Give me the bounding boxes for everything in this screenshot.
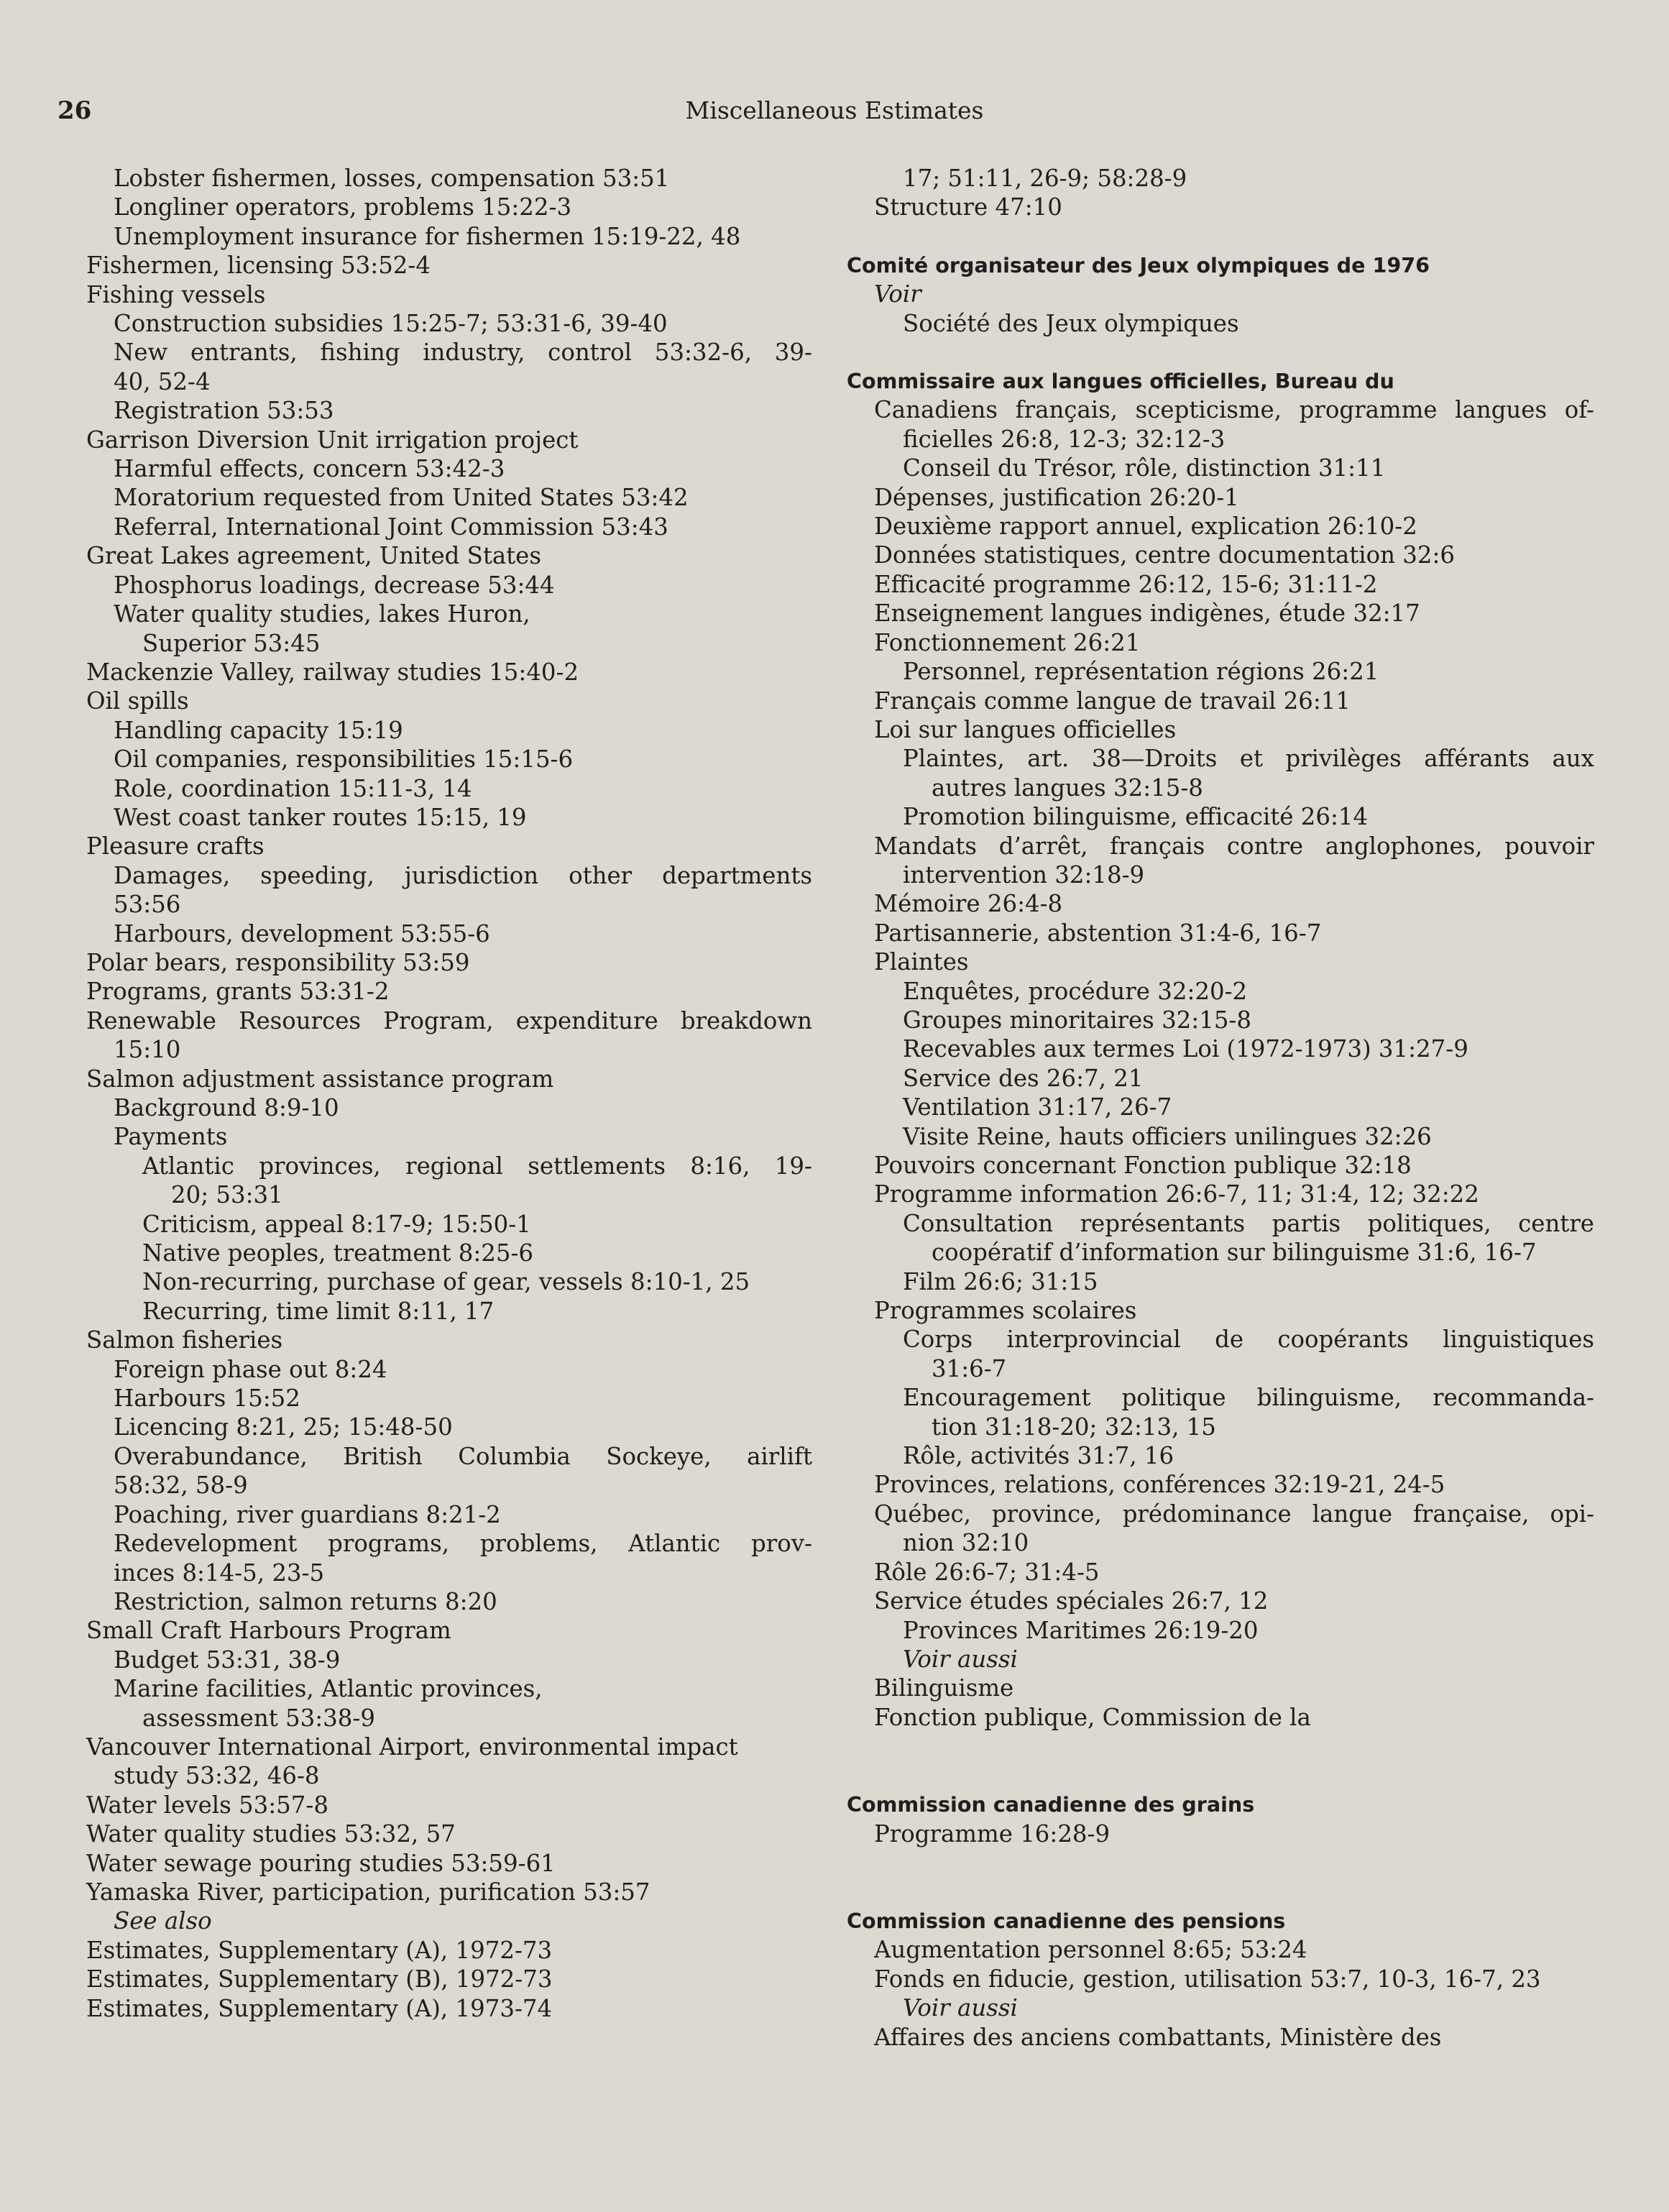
index-entry: 40, 52-4 bbox=[114, 367, 211, 395]
index-entry: Estimates, Supplementary (B), 1972-73 bbox=[86, 1965, 553, 1993]
index-entry: Budget 53:31, 38-9 bbox=[114, 1646, 341, 1674]
index-entry: Voir aussi bbox=[903, 1645, 1018, 1673]
index-entry: Restriction, salmon returns 8:20 bbox=[114, 1587, 497, 1615]
index-entry: Dépenses, justification 26:20-1 bbox=[874, 483, 1239, 511]
index-entry: Role, coordination 15:11-3, 14 bbox=[114, 774, 472, 802]
index-entry: Corps interprovincial de coopérants linguistiques bbox=[903, 1326, 1594, 1354]
index-entry: Oil spills bbox=[86, 687, 189, 715]
index-entry: Loi sur langues officielles bbox=[874, 715, 1177, 743]
index-entry: Conseil du Trésor, rôle, distinction 31:11 bbox=[903, 454, 1386, 482]
index-entry: Water quality studies, lakes Huron, bbox=[114, 600, 530, 628]
index-entry: Longliner operators, problems 15:22-3 bbox=[114, 193, 572, 221]
index-entry: Pleasure crafts bbox=[86, 832, 265, 861]
index-entry: Non-recurring, purchase of gear, vessels 8:10-1, 25 bbox=[142, 1268, 750, 1296]
index-entry: ficielles 26:8, 12-3; 32:12-3 bbox=[903, 425, 1226, 453]
index-entry: Overabundance, British Columbia Sockeye, airlift bbox=[114, 1442, 812, 1470]
index-entry: Water sewage pouring studies 53:59-61 bbox=[86, 1849, 556, 1877]
index-entry: Programme 16:28-9 bbox=[874, 1819, 1111, 1848]
index-entry: study 53:32, 46-8 bbox=[114, 1762, 320, 1790]
index-entry: Programmes scolaires bbox=[874, 1297, 1137, 1325]
index-entry: Great Lakes agreement, United States bbox=[86, 542, 541, 570]
index-entry: Québec, province, prédominance langue française, opi- bbox=[874, 1500, 1594, 1528]
index-entry: Small Craft Harbours Program bbox=[86, 1617, 451, 1645]
index-entry: Polar bears, responsibility 53:59 bbox=[86, 948, 470, 976]
index-entry: Moratorium requested from United States 53:42 bbox=[114, 484, 689, 512]
index-entry: See also bbox=[114, 1907, 212, 1935]
index-entry: Construction subsidies 15:25-7; 53:31-6, 39-40 bbox=[114, 310, 668, 338]
index-entry: Canadiens français, scepticisme, programme langues of- bbox=[874, 396, 1594, 424]
left-column bbox=[86, 164, 812, 2023]
index-entry: Oil companies, responsibilities 15:15-6 bbox=[114, 745, 574, 774]
section-spacer bbox=[847, 338, 1594, 367]
index-entry: Salmon fisheries bbox=[86, 1326, 283, 1354]
index-entry: Unemployment insurance for fishermen 15:19-22, 48 bbox=[114, 222, 741, 250]
index-heading: Comité organisateur des Jeux olympiques de 1976 bbox=[847, 252, 1430, 277]
index-entry: Estimates, Supplementary (A), 1973-74 bbox=[86, 1994, 553, 2022]
index-entry: Recevables aux termes Loi (1972-1973) 31:27-9 bbox=[903, 1035, 1468, 1063]
index-entry: Mackenzie Valley, railway studies 15:40-2 bbox=[86, 658, 579, 686]
section-spacer bbox=[847, 1848, 1594, 1906]
index-entry: Superior 53:45 bbox=[142, 629, 321, 657]
index-entry: 58:32, 58-9 bbox=[114, 1472, 248, 1500]
index-entry: assessment 53:38-9 bbox=[142, 1704, 375, 1732]
index-entry: Enquêtes, procédure 32:20-2 bbox=[903, 977, 1248, 1005]
index-entry: Fonds en fiducie, gestion, utilisation 53:7, 10-3, 16-7, 23 bbox=[874, 1965, 1541, 1993]
index-entry: Structure 47:10 bbox=[874, 193, 1062, 221]
index-entry: nion 32:10 bbox=[903, 1529, 1029, 1557]
index-entry: Harbours, development 53:55-6 bbox=[114, 919, 490, 947]
index-entry: Background 8:9-10 bbox=[114, 1094, 339, 1121]
index-entry: Affaires des anciens combattants, Ministère des bbox=[874, 2023, 1442, 2051]
index-entry: Recurring, time limit 8:11, 17 bbox=[142, 1297, 495, 1325]
page-number: 26 bbox=[58, 96, 92, 125]
index-entry: Referral, International Joint Commission 53:43 bbox=[114, 513, 668, 541]
index-entry: tion 31:18-20; 32:13, 15 bbox=[932, 1413, 1216, 1441]
index-entry: Garrison Diversion Unit irrigation project bbox=[86, 426, 579, 454]
index-heading: Commission canadienne des grains bbox=[847, 1792, 1255, 1817]
index-heading: Commission canadienne des pensions bbox=[847, 1908, 1286, 1933]
index-entry: Personnel, représentation régions 26:21 bbox=[903, 658, 1379, 686]
index-entry: Criticism, appeal 8:17-9; 15:50-1 bbox=[142, 1210, 531, 1238]
index-entry: Fonction publique, Commission de la bbox=[874, 1703, 1311, 1731]
index-entry: Promotion bilinguisme, efficacité 26:14 bbox=[903, 803, 1369, 831]
index-entry: Rôle, activités 31:7, 16 bbox=[903, 1442, 1174, 1470]
index-entry: Données statistiques, centre documentation 32:6 bbox=[874, 541, 1455, 569]
index-entry: autres langues 32:15-8 bbox=[932, 774, 1203, 802]
index-entry: Redevelopment programs, problems, Atlantic prov- bbox=[114, 1530, 812, 1558]
index-entry: Plaintes, art. 38—Droits et privilèges afférants aux bbox=[903, 745, 1594, 773]
index-entry: Deuxième rapport annuel, explication 26:10-2 bbox=[874, 513, 1417, 541]
index-entry: Programs, grants 53:31-2 bbox=[86, 978, 390, 1006]
index-entry: Vancouver International Airport, environmental impact bbox=[86, 1733, 738, 1761]
index-heading: Commissaire aux langues officielles, Bureau du bbox=[847, 369, 1394, 394]
running-title: Miscellaneous Estimates bbox=[685, 96, 984, 124]
index-entry: Consultation représentants partis politiques, centre bbox=[903, 1209, 1594, 1237]
index-entry: Foreign phase out 8:24 bbox=[114, 1355, 387, 1383]
index-entry: Pouvoirs concernant Fonction publique 32:18 bbox=[874, 1152, 1412, 1179]
index-entry: 53:56 bbox=[114, 891, 181, 919]
index-entry: Français comme langue de travail 26:11 bbox=[874, 687, 1351, 715]
index-entry: Plaintes bbox=[874, 948, 969, 976]
index-entry: Programme information 26:6-7, 11; 31:4, 12; 32:22 bbox=[874, 1180, 1479, 1208]
index-entry: Augmentation personnel 8:65; 53:24 bbox=[874, 1936, 1307, 1964]
index-entry: Payments bbox=[114, 1123, 228, 1151]
index-entry: Fishing vessels bbox=[86, 280, 266, 308]
index-entry: Native peoples, treatment 8:25-6 bbox=[142, 1239, 534, 1267]
index-entry: 17; 51:11, 26-9; 58:28-9 bbox=[903, 165, 1187, 192]
index-entry: Partisannerie, abstention 31:4-6, 16-7 bbox=[874, 919, 1322, 947]
index-entry: Registration 53:53 bbox=[114, 397, 334, 425]
index-entry: Fonctionnement 26:21 bbox=[874, 628, 1141, 656]
index-entry: Provinces, relations, conférences 32:19-21, 24-5 bbox=[874, 1471, 1445, 1499]
index-entry: Renewable Resources Program, expenditure breakdown bbox=[86, 1006, 812, 1034]
index-entry: Ventilation 31:17, 26-7 bbox=[903, 1093, 1172, 1121]
index-entry: Rôle 26:6-7; 31:4-5 bbox=[874, 1558, 1100, 1586]
index-entry: Film 26:6; 31:15 bbox=[903, 1267, 1098, 1295]
index-entry: Salmon adjustment assistance program bbox=[86, 1065, 554, 1093]
index-entry: coopératif d’information sur bilinguisme 31:6, 16-7 bbox=[932, 1239, 1537, 1267]
index-entry: Groupes minoritaires 32:15-8 bbox=[903, 1006, 1251, 1034]
index-entry: West coast tanker routes 15:15, 19 bbox=[114, 803, 527, 831]
index-entry: intervention 32:18-9 bbox=[903, 861, 1145, 889]
index-entry: Atlantic provinces, regional settlements 8:16, 19- bbox=[142, 1152, 812, 1180]
index-entry: Provinces Maritimes 26:19-20 bbox=[903, 1616, 1259, 1644]
index-entry: Enseignement langues indigènes, étude 32:17 bbox=[874, 600, 1420, 628]
index-entry: New entrants, fishing industry, control 53:32-6, 39- bbox=[114, 339, 812, 367]
index-entry: Damages, speeding, jurisdiction other departments bbox=[114, 861, 812, 889]
index-entry: Mandats d’arrêt, français contre anglophones, pouvoir bbox=[874, 832, 1594, 860]
section-spacer bbox=[847, 1732, 1594, 1790]
index-entry: Voir bbox=[874, 280, 921, 308]
index-entry: Encouragement politique bilinguisme, recommanda- bbox=[903, 1384, 1594, 1412]
index-entry: Licencing 8:21, 25; 15:48-50 bbox=[114, 1413, 453, 1441]
index-entry: Fishermen, licensing 53:52-4 bbox=[86, 252, 431, 280]
index-entry: Service des 26:7, 21 bbox=[903, 1064, 1144, 1092]
index-entry: Handling capacity 15:19 bbox=[114, 716, 403, 744]
index-entry: Voir aussi bbox=[903, 1994, 1018, 2022]
index-entry: Yamaska River, participation, purification 53:57 bbox=[86, 1878, 650, 1906]
index-entry: Harbours 15:52 bbox=[114, 1385, 300, 1413]
index-entry: Poaching, river guardians 8:21-2 bbox=[114, 1500, 501, 1528]
index-entry: 15:10 bbox=[114, 1036, 181, 1064]
section-spacer bbox=[847, 222, 1594, 251]
index-entry: Phosphorus loadings, decrease 53:44 bbox=[114, 571, 555, 599]
index-entry: Bilinguisme bbox=[874, 1674, 1014, 1702]
index-entry: Harmful effects, concern 53:42-3 bbox=[114, 455, 505, 483]
index-entry: Visite Reine, hauts officiers unilingues 32:26 bbox=[903, 1122, 1432, 1150]
index-entry: 20; 53:31 bbox=[171, 1181, 283, 1209]
index-entry: Water levels 53:57-8 bbox=[86, 1791, 328, 1819]
index-entry: Water quality studies 53:32, 57 bbox=[86, 1820, 456, 1848]
index-entry: Marine facilities, Atlantic provinces, bbox=[114, 1675, 543, 1703]
index-entry: Lobster fishermen, losses, compensation 53:51 bbox=[114, 165, 670, 192]
index-entry: Service études spéciales 26:7, 12 bbox=[874, 1587, 1269, 1615]
index-entry: 31:6-7 bbox=[932, 1354, 1007, 1382]
index-entry: Estimates, Supplementary (A), 1972-73 bbox=[86, 1936, 553, 1964]
index-entry: Société des Jeux olympiques bbox=[903, 309, 1239, 337]
index-entry: inces 8:14-5, 23-5 bbox=[114, 1559, 325, 1587]
index-entry: Mémoire 26:4-8 bbox=[874, 890, 1063, 918]
index-entry: Efficacité programme 26:12, 15-6; 31:11-2 bbox=[874, 570, 1378, 598]
right-column bbox=[847, 164, 1594, 2052]
